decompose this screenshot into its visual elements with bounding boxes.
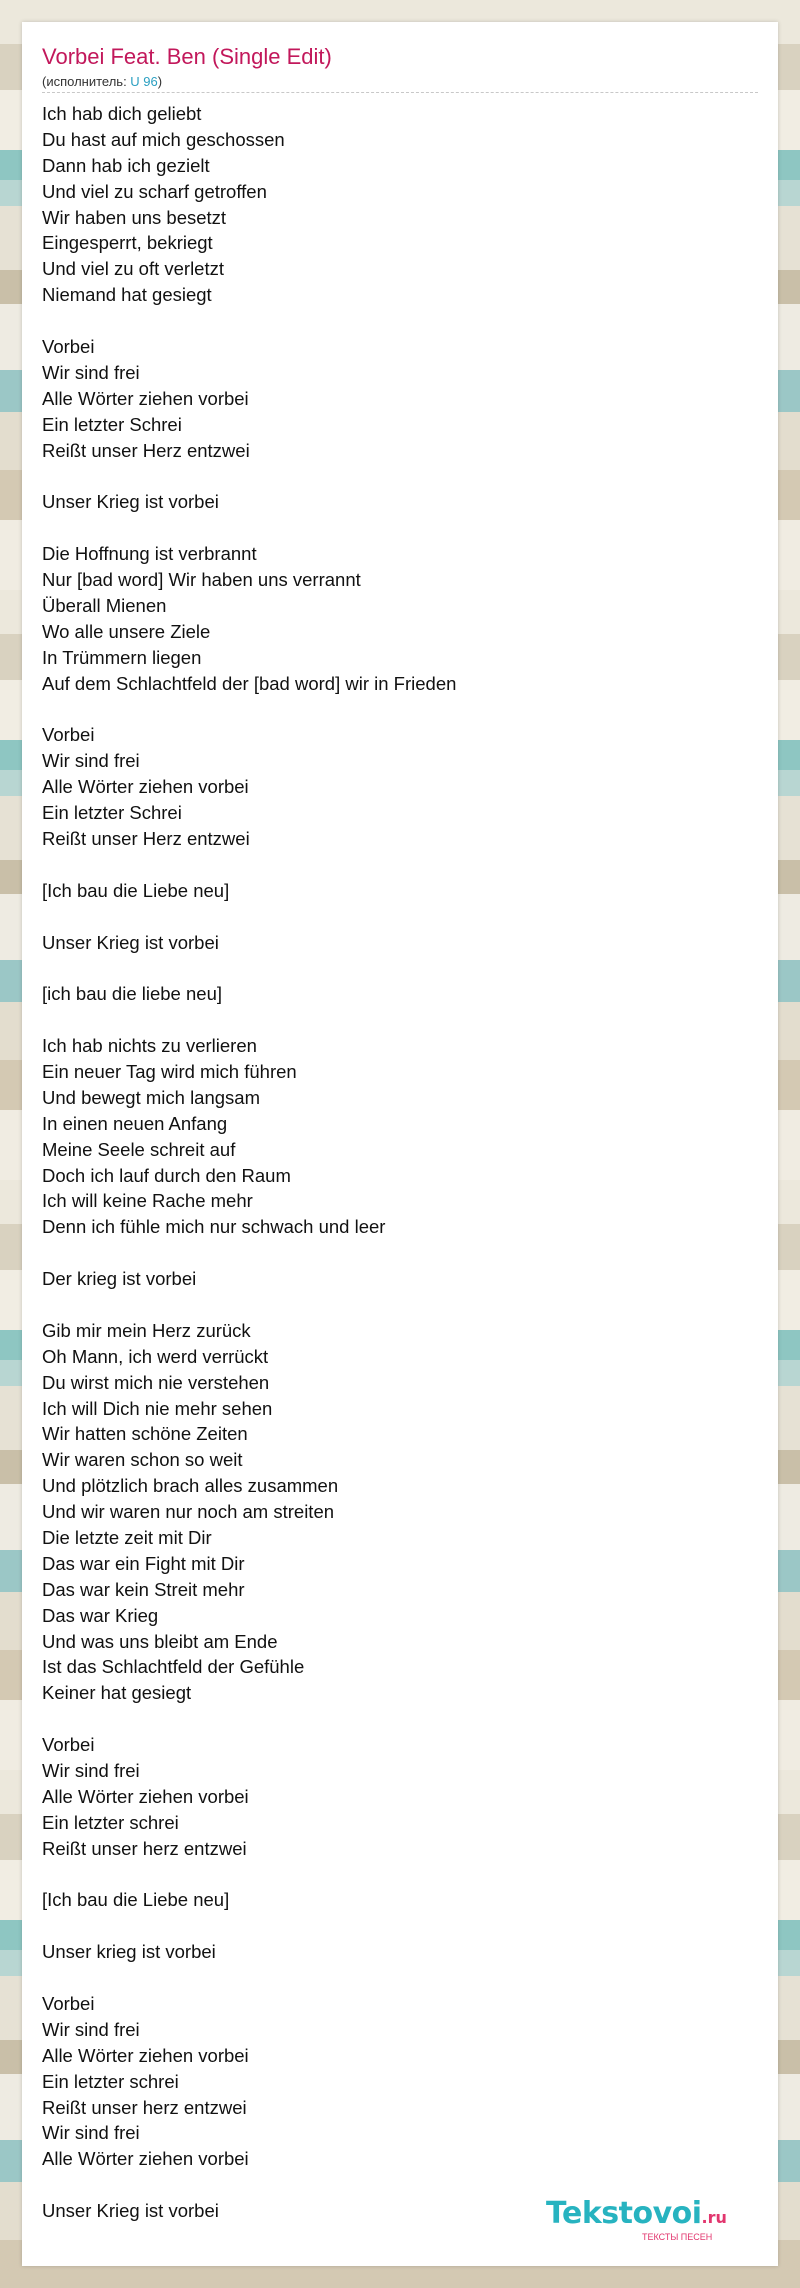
logo-wordmark [546, 2196, 761, 2236]
lyric-line: Ich will keine Rache mehr [42, 1190, 253, 1212]
lyric-blank-line [42, 515, 758, 541]
lyric-line: Du wirst mich nie verstehen [42, 1371, 270, 1393]
lyric-line: Gib mir mein Herz zurück [42, 1319, 251, 1341]
lyric-line: Eingesperrt, bekriegt [42, 232, 213, 254]
lyric-line: Ein letzter schrei [42, 1811, 179, 1833]
lyric-line: Du hast auf mich geschossen [42, 128, 285, 150]
lyric-blank-line [42, 1706, 758, 1732]
lyric-blank-line [42, 463, 758, 489]
lyric-line: Alle Wörter ziehen vorbei [42, 2044, 249, 2066]
lyric-line: Vorbei [42, 336, 95, 358]
artist-link[interactable]: U 96 [130, 74, 158, 89]
lyric-line: In einen neuen Anfang [42, 1112, 228, 1134]
lyric-line: [ich bau die liebe neu] [42, 983, 222, 1005]
site-logo[interactable] [546, 2196, 761, 2256]
lyric-line: Und bewegt mich langsam [42, 1086, 260, 1108]
lyric-line: Nur [bad word] Wir haben uns verrannt [42, 569, 361, 591]
logo-name: Tekstovoi [546, 2196, 702, 2231]
lyric-blank-line [42, 852, 758, 878]
lyric-blank-line [42, 904, 758, 930]
lyric-line: Ist das Schlachtfeld der Gefühle [42, 1656, 305, 1678]
lyric-line: Unser Krieg ist vorbei [42, 2200, 219, 2222]
lyric-line: Alle Wörter ziehen vorbei [42, 2148, 249, 2170]
lyric-line: Das war ein Fight mit Dir [42, 1552, 245, 1574]
lyric-line: Ein letzter Schrei [42, 802, 182, 824]
title-divider [42, 92, 758, 93]
lyric-line: Ich hab nichts zu verlieren [42, 1035, 257, 1057]
lyric-line: Wir hatten schöne Zeiten [42, 1423, 248, 1445]
lyric-blank-line [42, 1007, 758, 1033]
lyric-line: Das war kein Streit mehr [42, 1578, 245, 1600]
lyrics-text [42, 101, 758, 2224]
artist-prefix: (исполнитель: [42, 74, 131, 89]
lyric-line: Reißt unser Herz entzwei [42, 827, 250, 849]
lyric-line: Und wir waren nur noch am streiten [42, 1501, 335, 1523]
lyric-blank-line [42, 1292, 758, 1318]
lyric-line: Überall Mienen [42, 594, 167, 616]
lyric-line: Der krieg ist vorbei [42, 1268, 197, 1290]
lyrics-card [22, 22, 778, 2266]
lyric-line: Unser krieg ist vorbei [42, 1941, 216, 1963]
lyric-blank-line [42, 955, 758, 981]
lyric-blank-line [42, 308, 758, 334]
song-title: Vorbei Feat. Ben (Single Edit) [42, 44, 332, 69]
lyric-line: [Ich bau die Liebe neu] [42, 879, 230, 901]
lyric-line: Oh Mann, ich werd verrückt [42, 1345, 269, 1367]
lyric-line: Meine Seele schreit auf [42, 1138, 236, 1160]
logo-tld: .ru [701, 2208, 727, 2227]
lyric-blank-line [42, 696, 758, 722]
lyric-line: Unser Krieg ist vorbei [42, 931, 219, 953]
lyric-line: In Trümmern liegen [42, 646, 202, 668]
lyric-line: Die Hoffnung ist verbrannt [42, 543, 257, 565]
lyric-line: Auf dem Schlachtfeld der [bad word] wir in Frieden [42, 672, 457, 694]
lyric-line: Doch ich lauf durch den Raum [42, 1164, 291, 1186]
lyric-line: Und viel zu oft verletzt [42, 258, 224, 280]
lyric-line: Und plötzlich brach alles zusammen [42, 1475, 339, 1497]
lyric-line: Reißt unser herz entzwei [42, 1837, 247, 1859]
lyric-line: Vorbei [42, 1993, 95, 2015]
lyric-line: Denn ich fühle mich nur schwach und leer [42, 1216, 386, 1238]
lyric-line: Ein letzter Schrei [42, 413, 182, 435]
lyric-line: Keiner hat gesiegt [42, 1682, 192, 1704]
lyric-blank-line [42, 1240, 758, 1266]
lyric-line: Ein neuer Tag wird mich führen [42, 1060, 297, 1082]
lyric-line: Ich hab dich geliebt [42, 103, 202, 124]
lyric-line: Dann hab ich gezielt [42, 154, 210, 176]
logo-tagline: ТЕКСТЫ ПЕСЕН [642, 2232, 713, 2242]
lyric-line: Niemand hat gesiegt [42, 284, 212, 306]
lyric-line: Alle Wörter ziehen vorbei [42, 1785, 249, 1807]
lyric-blank-line [42, 1913, 758, 1939]
lyric-line: Wo alle unsere Ziele [42, 620, 211, 642]
lyric-line: Wir haben uns besetzt [42, 206, 227, 228]
lyric-line: Alle Wörter ziehen vorbei [42, 387, 249, 409]
lyric-blank-line [42, 1862, 758, 1888]
lyric-line: Das war Krieg [42, 1604, 159, 1626]
lyric-line: Und viel zu scharf getroffen [42, 180, 267, 202]
lyric-line: Wir sind frei [42, 361, 140, 383]
lyric-line: Wir sind frei [42, 1760, 140, 1781]
lyric-blank-line [42, 1965, 758, 1991]
lyric-line: Alle Wörter ziehen vorbei [42, 776, 249, 798]
lyric-line: Unser Krieg ist vorbei [42, 491, 219, 513]
lyric-line: [Ich bau die Liebe neu] [42, 1889, 230, 1911]
lyric-line: Und was uns bleibt am Ende [42, 1630, 278, 1652]
lyric-line: Wir waren schon so weit [42, 1449, 243, 1471]
lyric-line: Wir sind frei [42, 2122, 140, 2144]
lyric-line: Vorbei [42, 724, 95, 746]
lyric-line: Ein letzter schrei [42, 2070, 179, 2092]
lyric-line: Vorbei [42, 1734, 95, 1756]
lyric-line: Reißt unser herz entzwei [42, 2096, 247, 2118]
lyric-line: Ich will Dich nie mehr sehen [42, 1397, 273, 1419]
lyric-blank-line [42, 2172, 758, 2198]
lyric-line: Reißt unser Herz entzwei [42, 439, 250, 461]
lyric-line: Wir sind frei [42, 2018, 140, 2040]
lyric-line: Wir sind frei [42, 750, 140, 772]
artist-line [42, 74, 162, 89]
artist-suffix: ) [157, 74, 163, 89]
lyric-line: Die letzte zeit mit Dir [42, 1526, 212, 1548]
